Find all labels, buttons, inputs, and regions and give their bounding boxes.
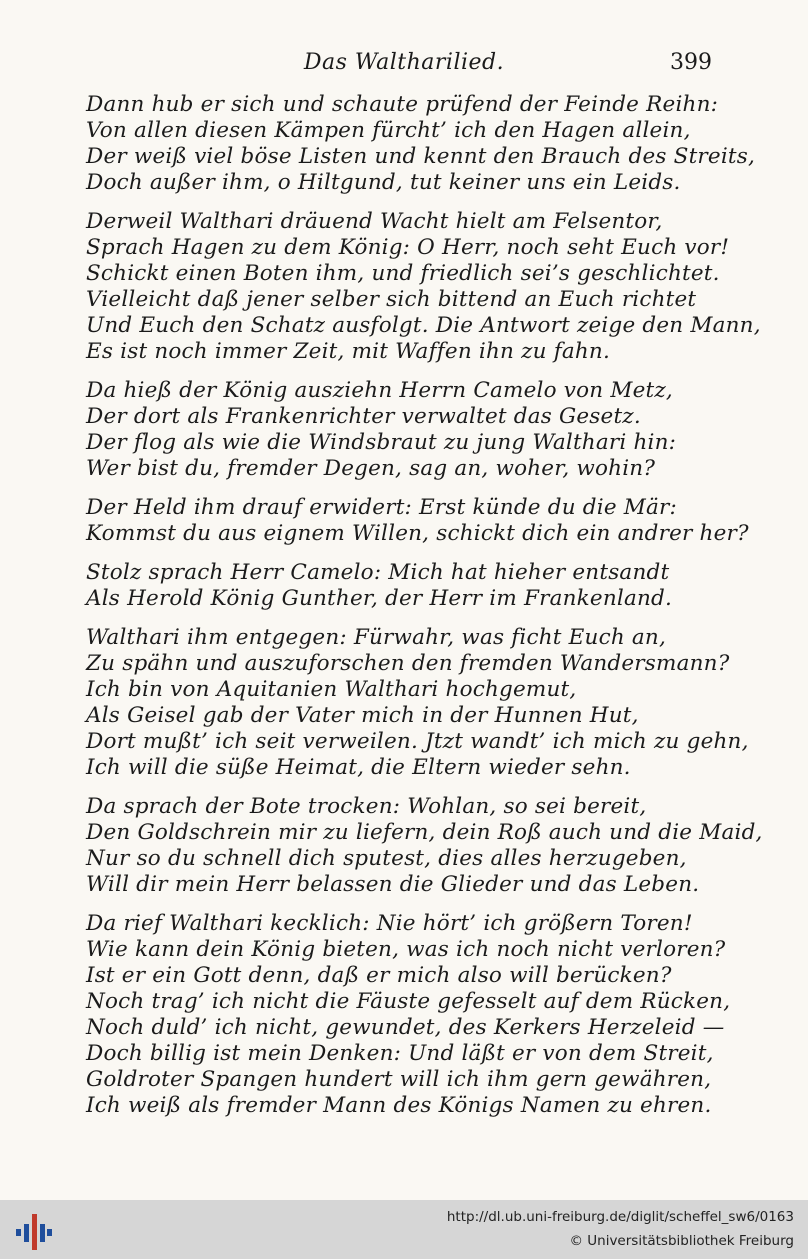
copyright-notice: © Universitätsbibliothek Freiburg xyxy=(569,1233,794,1249)
verse-line: Da hieß der König ausziehn Herrn Camelo von Metz, xyxy=(86,378,673,403)
verse-line: Es ist noch immer Zeit, mit Waffen ihn zu fahn. xyxy=(86,339,611,364)
verse-line: Der dort als Frankenrichter verwaltet das Gesetz. xyxy=(86,404,641,429)
stanza xyxy=(86,794,763,898)
verse-line: Und Euch den Schatz ausfolgt. Die Antwort zeige den Mann, xyxy=(86,313,761,338)
stanza xyxy=(86,560,726,612)
verse-line: Der flog als wie die Windsbraut zu jung Walthari hin: xyxy=(86,430,677,455)
verse-line: Der weiß viel böse Listen und kennt den Brauch des Streits, xyxy=(86,144,756,169)
verse-line: Da sprach der Bote trocken: Wohlan, so sei bereit, xyxy=(86,794,647,819)
footer-bar xyxy=(0,1200,808,1259)
verse-line: Kommst du aus eignem Willen, schickt dich ein andrer her? xyxy=(86,521,749,546)
verse-line: Ist er ein Gott denn, daß er mich also will berücken? xyxy=(86,963,672,988)
verse-line: Vielleicht daß jener selber sich bittend an Euch richtet xyxy=(86,287,697,312)
stanza xyxy=(86,495,749,547)
verse-line: Noch trag’ ich nicht die Fäuste gefesselt auf dem Rücken, xyxy=(86,989,731,1014)
verse-line: Sprach Hagen zu dem König: O Herr, noch seht Euch vor! xyxy=(86,235,730,260)
stanza xyxy=(86,209,761,365)
ub-freiburg-logo-icon[interactable] xyxy=(14,1212,54,1252)
stanza xyxy=(86,378,726,482)
verse-line: Als Herold König Gunther, der Herr im Frankenland. xyxy=(86,586,673,611)
verse-line: Dann hub er sich und schaute prüfend der Feinde Reihn: xyxy=(86,92,719,117)
verse-line: Will dir mein Herr belassen die Glieder und das Leben. xyxy=(86,872,700,897)
permalink-url[interactable]: http://dl.ub.uni-freiburg.de/diglit/scheffel_sw6/0163 xyxy=(446,1209,794,1225)
verse-line: Stolz sprach Herr Camelo: Mich hat hieher entsandt xyxy=(86,560,670,585)
verse-line: Wer bist du, fremder Degen, sag an, woher, wohin? xyxy=(86,456,656,481)
verse-line: Ich weiß als fremder Mann des Königs Namen zu ehren. xyxy=(86,1093,712,1118)
verse-line: Derweil Walthari dräuend Wacht hielt am Felsentor, xyxy=(86,209,663,234)
running-head xyxy=(0,50,808,84)
verse-line: Als Geisel gab der Vater mich in der Hunnen Hut, xyxy=(86,703,639,728)
verse-line: Nur so du schnell dich sputest, dies alles herzugeben, xyxy=(86,846,687,871)
poem-text xyxy=(86,92,763,1132)
verse-line: Walthari ihm entgegen: Fürwahr, was ficht Euch an, xyxy=(86,625,667,650)
verse-line: Der Held ihm drauf erwidert: Erst künde du die Mär: xyxy=(86,495,677,520)
verse-line: Zu spähn und auszuforschen den fremden Wandersmann? xyxy=(86,651,730,676)
verse-line: Von allen diesen Kämpen fürcht’ ich den Hagen allein, xyxy=(86,118,691,143)
verse-line: Ich bin von Aquitanien Walthari hochgemut, xyxy=(86,677,577,702)
verse-line: Schickt einen Boten ihm, und friedlich sei’s geschlichtet. xyxy=(86,261,720,286)
verse-line: Den Goldschrein mir zu liefern, dein Roß auch und die Maid, xyxy=(86,820,763,845)
page-header-title: Das Waltharilied. xyxy=(303,50,505,75)
verse-line: Doch billig ist mein Denken: Und läßt er von dem Streit, xyxy=(86,1041,714,1066)
verse-line: Da rief Walthari kecklich: Nie hört’ ich größern Toren! xyxy=(86,911,693,936)
stanza xyxy=(86,911,731,1119)
verse-line: Goldroter Spangen hundert will ich ihm gern gewähren, xyxy=(86,1067,712,1092)
verse-line: Wie kann dein König bieten, was ich noch nicht verloren? xyxy=(86,937,726,962)
verse-line: Noch duld’ ich nicht, gewundet, des Kerkers Herzeleid — xyxy=(86,1015,725,1040)
verse-line: Dort mußt’ ich seit verweilen. Jtzt wandt’ ich mich zu gehn, xyxy=(86,729,749,754)
stanza xyxy=(86,92,756,196)
stanza xyxy=(86,625,749,781)
verse-line: Ich will die süße Heimat, die Eltern wieder sehn. xyxy=(86,755,631,780)
page-number: 399 xyxy=(670,50,712,75)
verse-line: Doch außer ihm, o Hiltgund, tut keiner uns ein Leids. xyxy=(86,170,681,195)
